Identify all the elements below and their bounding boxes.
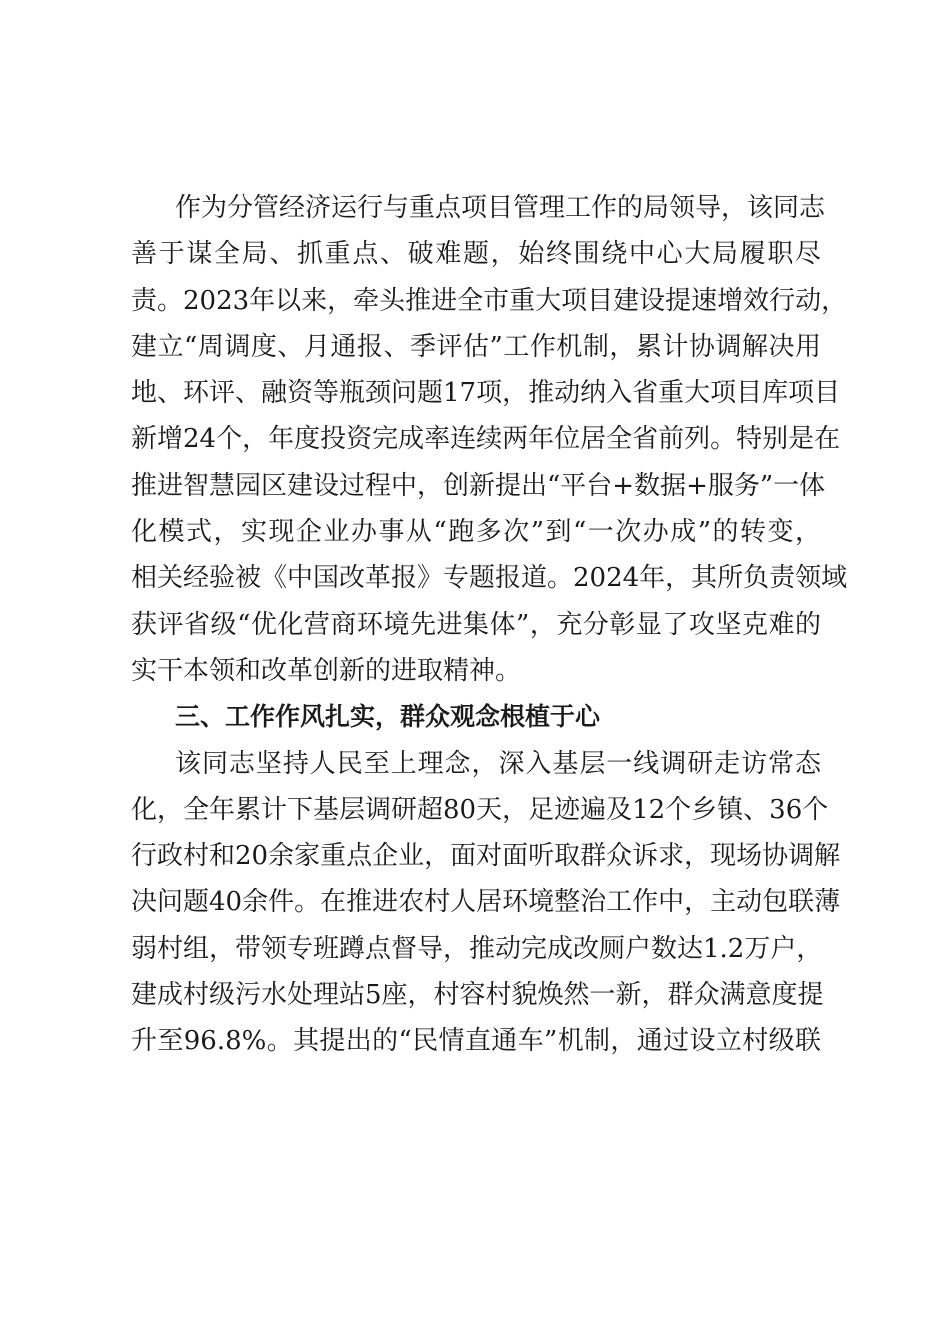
text-line: 推进智慧园区建设过程中，创新提出“平台+数据+服务”一体	[131, 470, 826, 501]
section-heading: 三、工作作风扎实，群众观念根植于心	[175, 702, 601, 732]
text-line: 善于谋全局、抓重点、破难题，始终围绕中心大局履职尽	[131, 239, 821, 270]
text-line: 建立“周调度、月通报、季评估”工作机制，累计协调解决用	[131, 331, 821, 362]
paragraph-economic-projects	[131, 185, 848, 694]
paragraph-work-style	[131, 741, 841, 1065]
text-line: 地、环评、融资等瓶颈问题17项，推动纳入省重大项目库项目	[131, 378, 841, 409]
text-line: 建成村级污水处理站5座，村容村貌焕然一新，群众满意度提	[131, 980, 824, 1011]
text-line: 作为分管经济运行与重点项目管理工作的局领导，该同志	[175, 193, 826, 223]
text-line: 相关经验被《中国改革报》专题报道。2024年，其所负责领域	[131, 563, 848, 594]
text-line: 决问题40余件。在推进农村人居环境整治工作中，主动包联薄	[131, 887, 841, 918]
text-line: 责。2023年以来，牵头推进全市重大项目建设提速增效行动，	[131, 285, 848, 316]
document-body	[131, 185, 848, 1065]
text-line: 获评省级“优化营商环境先进集体”，充分彰显了攻坚克难的	[131, 609, 821, 640]
text-line: 化模式，实现企业办事从“跑多次”到“一次办成”的转变，	[131, 517, 821, 548]
text-line: 行政村和20余家重点企业，面对面听取群众诉求，现场协调解	[131, 841, 841, 872]
text-line: 升至96.8%。其提出的“民情直通车”机制，通过设立村级联	[131, 1026, 821, 1057]
text-line: 该同志坚持人民至上理念，深入基层一线调研走访常态	[175, 748, 821, 779]
text-line: 实干本领和改革创新的进取精神。	[131, 655, 522, 686]
text-line: 化，全年累计下基层调研超80天，足迹遍及12个乡镇、36个	[131, 794, 829, 825]
text-line: 弱村组，带领专班蹲点督导，推动完成改厕户数达1.2万户，	[131, 933, 823, 964]
text-line: 新增24个，年度投资完成率连续两年位居全省前列。特别是在	[131, 424, 841, 455]
